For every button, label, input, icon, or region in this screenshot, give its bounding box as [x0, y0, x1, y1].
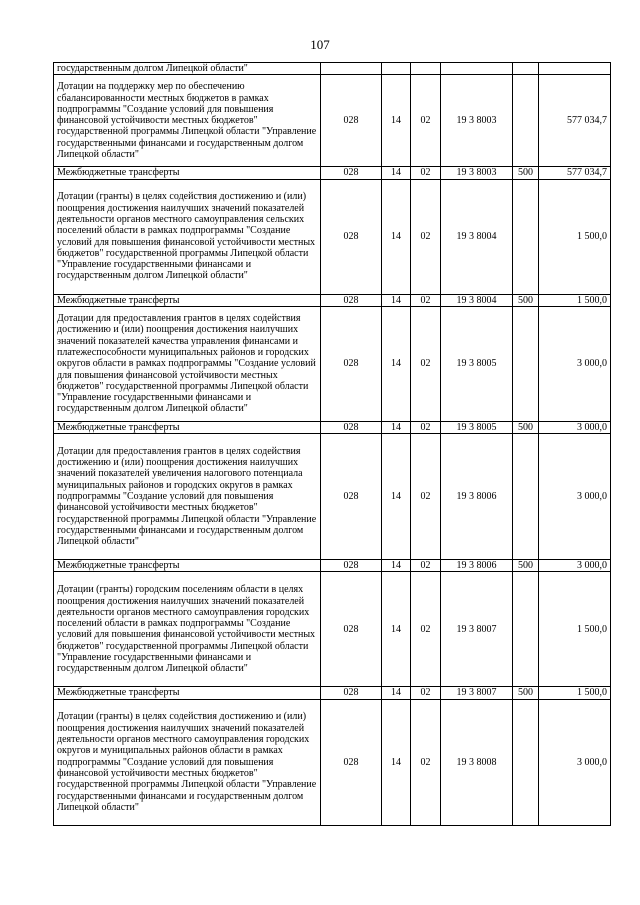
row-section-code: 14: [382, 699, 411, 825]
row-ministry-code: 028: [321, 421, 382, 433]
row-amount: 3 000,0: [539, 434, 611, 560]
row-amount: 1 500,0: [539, 179, 611, 294]
table-row: [54, 294, 611, 306]
table-row: [54, 75, 611, 167]
row-section-code: 14: [382, 687, 411, 699]
row-section-code: 14: [382, 306, 411, 421]
row-amount: 577 034,7: [539, 167, 611, 179]
row-ministry-code: 028: [321, 434, 382, 560]
row-description: Межбюджетные трансферты: [54, 421, 321, 433]
row-target-article: 19 3 8005: [441, 306, 513, 421]
row-expense-type: [513, 179, 539, 294]
row-expense-type: 500: [513, 294, 539, 306]
row-amount: 1 500,0: [539, 294, 611, 306]
row-amount: 577 034,7: [539, 75, 611, 167]
row-ministry-code: 028: [321, 294, 382, 306]
row-subsection-code: 02: [411, 421, 441, 433]
row-target-article: 19 3 8008: [441, 699, 513, 825]
row-target-article: 19 3 8007: [441, 687, 513, 699]
row-amount: 1 500,0: [539, 687, 611, 699]
row-subsection-code: 02: [411, 699, 441, 825]
row-expense-type: [513, 306, 539, 421]
row-target-article: 19 3 8003: [441, 167, 513, 179]
row-section-code: 14: [382, 434, 411, 560]
row-expense-type: [513, 572, 539, 687]
row-amount: [539, 63, 611, 75]
row-subsection-code: 02: [411, 179, 441, 294]
table-row: [54, 687, 611, 699]
row-target-article: 19 3 8006: [441, 560, 513, 572]
row-ministry-code: 028: [321, 687, 382, 699]
row-ministry-code: [321, 63, 382, 75]
row-expense-type: 500: [513, 560, 539, 572]
row-expense-type: 500: [513, 167, 539, 179]
row-description: Дотации (гранты) в целях содействия достижению и (или) поощрения достижения наилучших значений показателей деятельности органов местного самоуправления сельских поселений области в рамках подпрограммы "Создание условий для повышения финансовой устойчивости местных бюджетов" государственной программы Липецкой области "Управление государственными финансами и государственным долгом Липецкой области": [54, 179, 321, 294]
row-section-code: 14: [382, 560, 411, 572]
row-amount: 1 500,0: [539, 572, 611, 687]
row-description: государственным долгом Липецкой области": [54, 63, 321, 75]
row-section-code: [382, 63, 411, 75]
row-amount: 3 000,0: [539, 421, 611, 433]
row-target-article: 19 3 8004: [441, 294, 513, 306]
row-target-article: [441, 63, 513, 75]
row-expense-type: [513, 75, 539, 167]
row-subsection-code: 02: [411, 294, 441, 306]
row-subsection-code: 02: [411, 434, 441, 560]
row-subsection-code: 02: [411, 167, 441, 179]
table-row: [54, 560, 611, 572]
row-description: Межбюджетные трансферты: [54, 294, 321, 306]
table-row: [54, 179, 611, 294]
table-row: [54, 421, 611, 433]
row-subsection-code: 02: [411, 687, 441, 699]
table-row: [54, 699, 611, 825]
row-section-code: 14: [382, 179, 411, 294]
row-description: Дотации для предоставления грантов в целях содействия достижению и (или) поощрения достижения наилучших значений показателей качества управления финансами и платежеспособности муниципальных районов и городских округов области в рамках подпрограммы "Создание условий для повышения финансовой устойчивости местных бюджетов" государственной программы Липецкой области "Управление государственными финансами и государственным долгом Липецкой области": [54, 306, 321, 421]
row-subsection-code: [411, 63, 441, 75]
table-row: [54, 167, 611, 179]
row-ministry-code: 028: [321, 306, 382, 421]
row-ministry-code: 028: [321, 699, 382, 825]
row-expense-type: [513, 63, 539, 75]
row-description: Дотации для предоставления грантов в целях содействия достижению и (или) поощрения достижения наилучших значений показателей увеличения налогового потенциала муниципальных районов и городских округов в рамках подпрограммы "Создание условий для повышения финансовой устойчивости местных бюджетов" государственной программы Липецкой области "Управление государственными финансами и государственным долгом Липецкой области": [54, 434, 321, 560]
row-description: Дотации на поддержку мер по обеспечению сбалансированности местных бюджетов в рамках подпрограммы "Создание условий для повышения финансовой устойчивости местных бюджетов" государственной программы Липецкой области "Управление государственными финансами и государственным долгом Липецкой области": [54, 75, 321, 167]
row-amount: 3 000,0: [539, 699, 611, 825]
row-expense-type: [513, 699, 539, 825]
row-ministry-code: 028: [321, 560, 382, 572]
row-subsection-code: 02: [411, 560, 441, 572]
page-number: 107: [310, 37, 330, 52]
row-amount: 3 000,0: [539, 560, 611, 572]
row-subsection-code: 02: [411, 306, 441, 421]
row-target-article: 19 3 8006: [441, 434, 513, 560]
row-expense-type: 500: [513, 421, 539, 433]
table-row: [54, 63, 611, 75]
row-description: Межбюджетные трансферты: [54, 560, 321, 572]
row-target-article: 19 3 8004: [441, 179, 513, 294]
row-target-article: 19 3 8005: [441, 421, 513, 433]
row-subsection-code: 02: [411, 572, 441, 687]
row-ministry-code: 028: [321, 167, 382, 179]
row-target-article: 19 3 8007: [441, 572, 513, 687]
row-section-code: 14: [382, 421, 411, 433]
budget-table: [53, 62, 611, 826]
row-ministry-code: 028: [321, 179, 382, 294]
table-row: [54, 572, 611, 687]
table-row: [54, 434, 611, 560]
row-subsection-code: 02: [411, 75, 441, 167]
row-amount: 3 000,0: [539, 306, 611, 421]
row-ministry-code: 028: [321, 75, 382, 167]
row-description: Межбюджетные трансферты: [54, 167, 321, 179]
row-target-article: 19 3 8003: [441, 75, 513, 167]
row-section-code: 14: [382, 167, 411, 179]
row-description: Дотации (гранты) городским поселениям области в целях поощрения достижения наилучших значений показателей деятельности органов местного самоуправления городских поселений области в рамках подпрограммы "Создание условий для повышения финансовой устойчивости местных бюджетов" государственной программы Липецкой области "Управление государственными финансами и государственным долгом Липецкой области": [54, 572, 321, 687]
row-ministry-code: 028: [321, 572, 382, 687]
row-description: Межбюджетные трансферты: [54, 687, 321, 699]
table-row: [54, 306, 611, 421]
row-description: Дотации (гранты) в целях содействия достижению и (или) поощрения достижения наилучших значений показателей деятельности органов местного самоуправления городских округов и муниципальных районов области в рамках подпрограммы "Создание условий для повышения финансовой устойчивости местных бюджетов" государственной программы Липецкой области "Управление государственными финансами и государственным долгом Липецкой области": [54, 699, 321, 825]
row-expense-type: [513, 434, 539, 560]
row-expense-type: 500: [513, 687, 539, 699]
row-section-code: 14: [382, 572, 411, 687]
row-section-code: 14: [382, 294, 411, 306]
row-section-code: 14: [382, 75, 411, 167]
